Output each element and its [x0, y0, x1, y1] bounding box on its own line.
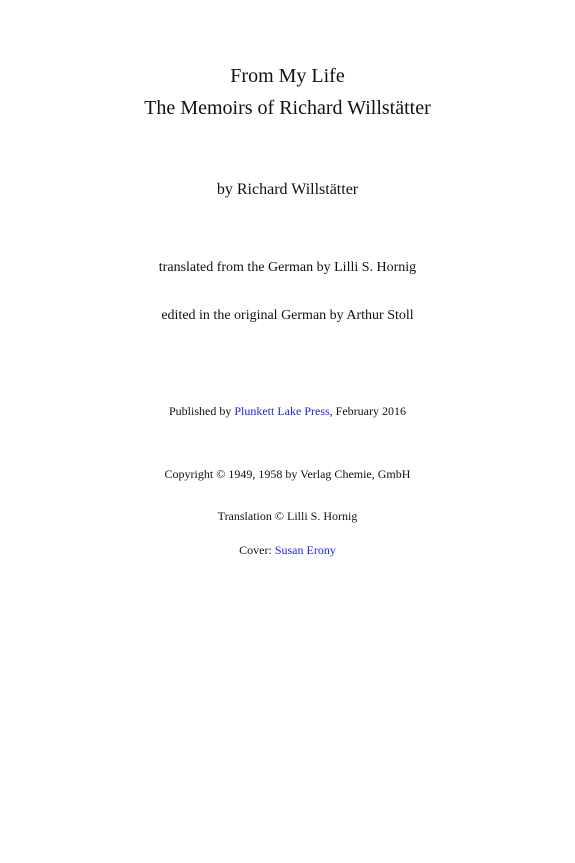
publication-prefix: Published by	[169, 404, 235, 418]
publication-suffix: , February 2016	[329, 404, 406, 418]
copyright-line: Copyright © 1949, 1958 by Verlag Chemie, GmbH	[164, 467, 411, 481]
cover-prefix: Cover:	[239, 543, 275, 557]
book-title: From My Life	[230, 65, 345, 87]
editor-credit: edited in the original German by Arthur Stoll	[161, 308, 414, 323]
byline: by Richard Willstätter	[216, 181, 359, 198]
cover-artist-link[interactable]: Susan Erony	[274, 543, 336, 557]
book-subtitle: The Memoirs of Richard Willstätter	[144, 97, 431, 119]
publisher-link[interactable]: Plunkett Lake Press	[234, 404, 330, 418]
publication-line	[0, 403, 575, 419]
cover-credit-line	[0, 542, 575, 558]
translation-copyright-line: Translation © Lilli S. Hornig	[217, 509, 358, 523]
translator-credit: translated from the German by Lilli S. Hornig	[158, 260, 417, 275]
